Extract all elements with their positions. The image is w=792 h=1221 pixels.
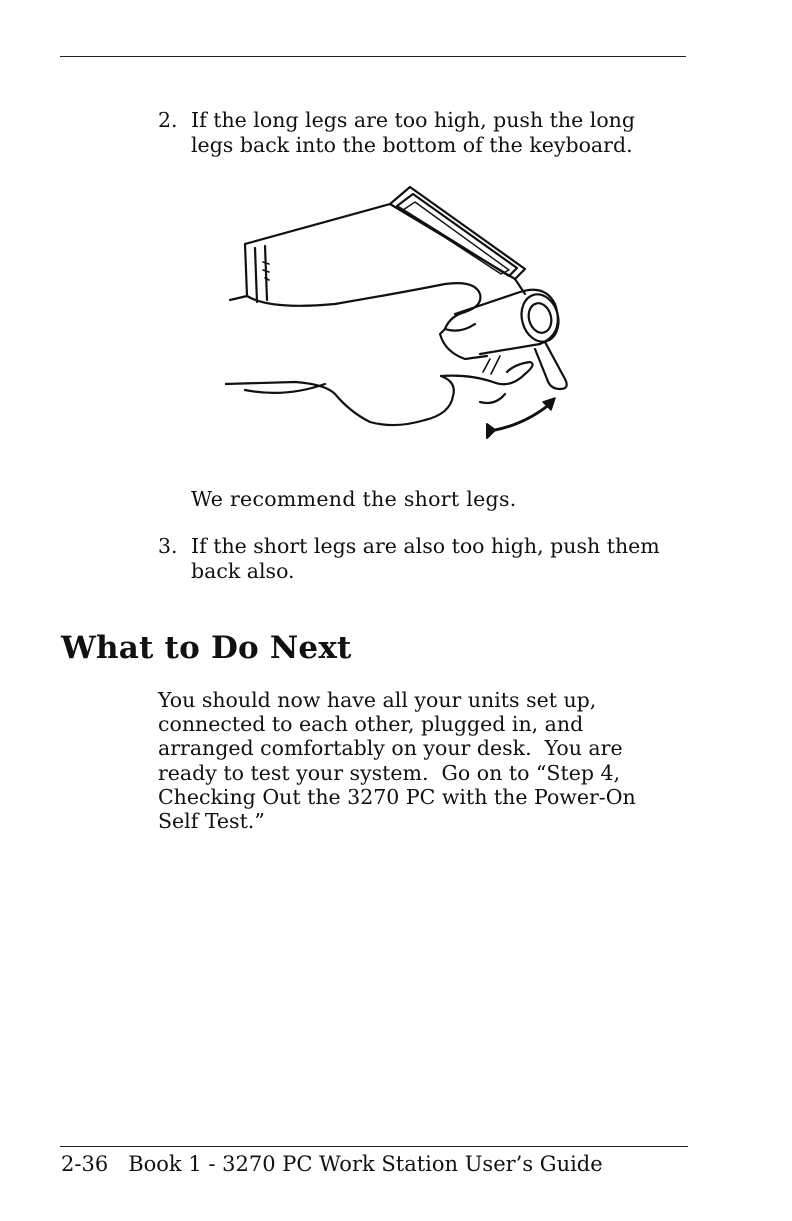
page-footer xyxy=(61,1151,603,1177)
figure-note: We recommend the short legs. xyxy=(191,487,517,511)
step-text: If the short legs are also too high, push them back also. xyxy=(191,534,660,583)
section-heading: What to Do Next xyxy=(61,630,352,666)
page-number: 2-36 xyxy=(61,1152,109,1176)
keyboard-legs-illustration-icon xyxy=(225,184,605,454)
footer-rule xyxy=(60,1146,688,1147)
step-number: 2. xyxy=(158,108,178,132)
section-paragraph: You should now have all your units set up, connected to each other, plugged in, and arranged comfortably on your desk. You are ready to test your system. Go on to “Step 4, Checking Out the 3270 PC with the Power-On Self Test.” xyxy=(158,688,636,834)
book-title: Book 1 - 3270 PC Work Station User’s Guide xyxy=(128,1152,603,1176)
step-number: 3. xyxy=(158,534,178,558)
header-rule xyxy=(60,56,686,57)
step-text: If the long legs are too high, push the long legs back into the bottom of the keyboard. xyxy=(191,108,635,157)
